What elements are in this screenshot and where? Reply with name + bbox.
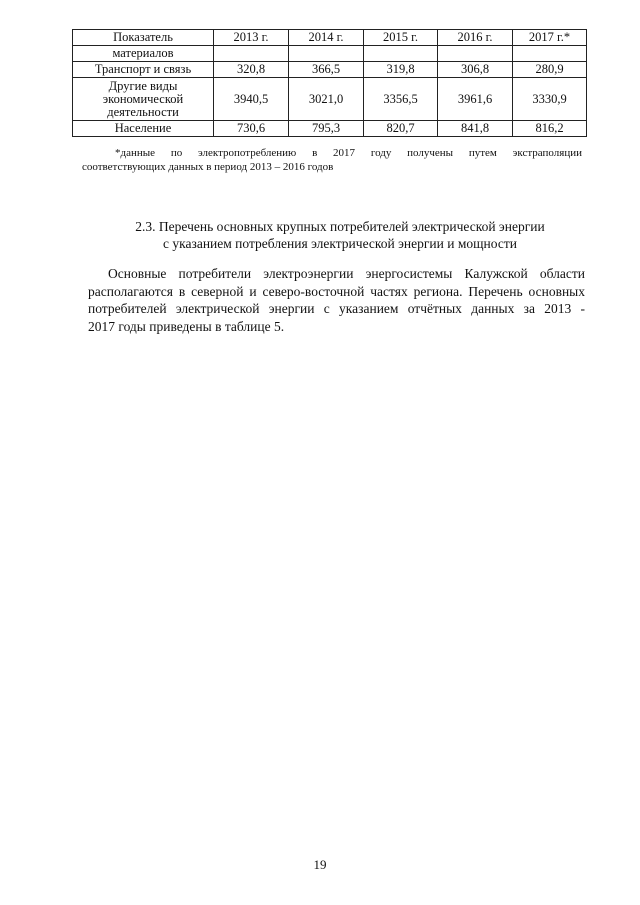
table-cell: 319,8 bbox=[364, 62, 438, 78]
paragraph-line: располагаются в северной и северо-восточной частях региона. Перечень основных bbox=[88, 283, 585, 299]
footnote-line: соответствующих данных в период 2013 – 2016 годов bbox=[82, 161, 334, 173]
table-cell: 3021,0 bbox=[289, 78, 364, 121]
table-cell: 820,7 bbox=[364, 121, 438, 137]
paragraph-line: потребителей электрической энергии с указанием отчётных данных за 2013 - bbox=[88, 301, 585, 316]
table-cell: 816,2 bbox=[513, 121, 587, 137]
row-label: Транспорт и связь bbox=[73, 62, 214, 78]
section-heading-line: с указанием потребления электрической энергии и мощности bbox=[163, 236, 517, 251]
row-label-line: экономической bbox=[102, 91, 184, 106]
table-cell bbox=[438, 46, 513, 62]
electricity-consumption-table bbox=[72, 29, 587, 137]
row-label-line: Другие виды bbox=[108, 78, 178, 93]
table-cell: 3330,9 bbox=[513, 78, 587, 121]
table-row bbox=[73, 46, 587, 62]
header-2015: 2015 г. bbox=[364, 30, 438, 46]
paragraph-line: 2017 годы приведены в таблице 5. bbox=[88, 318, 285, 334]
footnote-line: *данные по электропотреблению в 2017 году получены путем экстраполяции bbox=[115, 147, 582, 159]
table-cell: 795,3 bbox=[289, 121, 364, 137]
header-2014: 2014 г. bbox=[289, 30, 364, 46]
table-cell: 320,8 bbox=[214, 62, 289, 78]
table-cell: 280,9 bbox=[513, 62, 587, 78]
paragraph-line: Основные потребители электроэнергии энергосистемы Калужской области bbox=[108, 266, 585, 281]
section-heading bbox=[110, 218, 570, 252]
table-cell: 3940,5 bbox=[214, 78, 289, 121]
header-2016: 2016 г. bbox=[438, 30, 513, 46]
table-cell: 366,5 bbox=[289, 62, 364, 78]
header-indicator: Показатель bbox=[73, 30, 214, 46]
row-label-line: деятельности bbox=[107, 104, 179, 119]
table-cell bbox=[289, 46, 364, 62]
table-row bbox=[73, 78, 587, 121]
table-cell bbox=[364, 46, 438, 62]
row-label: Население bbox=[73, 121, 214, 137]
table-cell: 3961,6 bbox=[438, 78, 513, 121]
section-heading-line: 2.3. Перечень основных крупных потребителей электрической энергии bbox=[135, 219, 545, 234]
table-cell bbox=[513, 46, 587, 62]
table-footnote bbox=[82, 146, 582, 174]
table-cell: 730,6 bbox=[214, 121, 289, 137]
table-cell: 3356,5 bbox=[364, 78, 438, 121]
header-2017: 2017 г.* bbox=[513, 30, 587, 46]
table-header-row bbox=[73, 30, 587, 46]
table-row bbox=[73, 121, 587, 137]
header-2013: 2013 г. bbox=[214, 30, 289, 46]
row-label bbox=[73, 78, 214, 121]
table-row bbox=[73, 62, 587, 78]
table-cell: 306,8 bbox=[438, 62, 513, 78]
table-cell: 841,8 bbox=[438, 121, 513, 137]
body-paragraph bbox=[88, 265, 585, 335]
row-label: материалов bbox=[73, 46, 214, 62]
page-number: 19 bbox=[313, 857, 327, 872]
table-cell bbox=[214, 46, 289, 62]
